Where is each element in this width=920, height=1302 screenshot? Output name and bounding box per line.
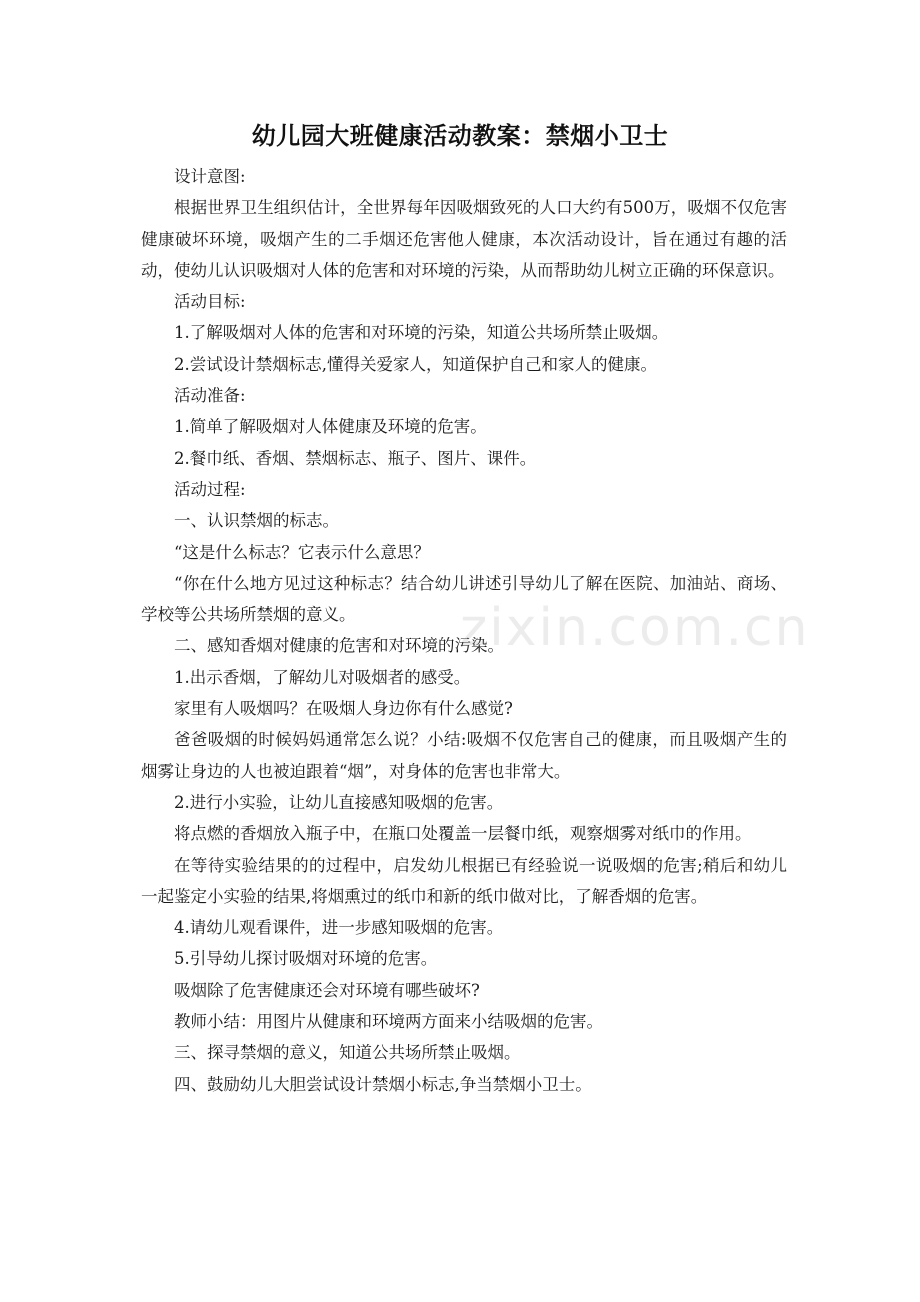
section-heading: 设计意图: <box>174 167 246 186</box>
section-heading: 活动过程: <box>174 479 246 499</box>
list-item: 2.尝试设计禁烟标志,懂得关爱家人，知道保护自己和家人的健康。 <box>174 354 657 374</box>
list-item: 2.餐巾纸、香烟、禁烟标志、瓶子、图片、课件。 <box>174 448 537 468</box>
paragraph: 教师小结：用图片从健康和环境两方面来小结吸烟的危害。 <box>174 1012 603 1032</box>
paragraph: 根据世界卫生组织估计，全世界每年因吸烟致死的人口大约有500万，吸烟不仅危害健康破坏环境，吸烟产生的二手烟还危害他人健康，本次活动设计，旨在通过有趣的活动，使幼儿认识吸烟对人体的危害和对环境的污染，从而帮助幼儿树立正确的环保意识。 <box>141 198 787 280</box>
section-heading: 活动准备: <box>174 386 246 406</box>
list-item: 1.出示香烟，了解幼儿对吸烟者的感受。 <box>174 667 471 687</box>
section-heading: 活动目标: <box>174 292 246 312</box>
step-heading: 一、认识禁烟的标志。 <box>174 511 339 531</box>
document-body <box>141 161 787 1100</box>
paragraph: 吸烟除了危害健康还会对环境有哪些破坏? <box>174 980 480 1000</box>
paragraph: 将点燃的香烟放入瓶子中，在瓶口处覆盖一层餐巾纸，观察烟雾对纸巾的作用。 <box>174 824 752 844</box>
step-heading: 四、鼓励幼儿大胆尝试设计禁烟小标志,争当禁烟小卫士。 <box>174 1074 592 1094</box>
list-item: 4.请幼儿观看课件，进一步感知吸烟的危害。 <box>174 918 504 938</box>
step-heading: 二、感知香烟对健康的危害和对环境的污染。 <box>174 636 504 656</box>
watermark: zixin.com.cn <box>460 598 810 658</box>
paragraph: “这是什么标志？它表示什么意思？ <box>174 542 430 562</box>
list-item: 2.进行小实验，让幼儿直接感知吸烟的危害。 <box>174 792 504 812</box>
paragraph: 家里有人吸烟吗？在吸烟人身边你有什么感觉? <box>174 699 513 719</box>
paragraph: 在等待实验结果的的过程中，启发幼儿根据已有经验说一说吸烟的危害;稍后和幼儿一起鉴定小实验的结果,将烟熏过的纸巾和新的纸巾做对比，了解香烟的危害。 <box>141 855 787 906</box>
paragraph: 爸爸吸烟的时候妈妈通常怎么说？小结:吸烟不仅危害自己的健康，而且吸烟产生的烟雾让身边的人也被迫跟着“烟”，对身体的危害也非常大。 <box>141 730 787 781</box>
list-item: 5.引导幼儿探讨吸烟对环境的危害。 <box>174 949 438 969</box>
step-heading: 三、探寻禁烟的意义，知道公共场所禁止吸烟。 <box>174 1043 521 1063</box>
paragraph: “你在什么地方见过这种标志？结合幼儿讲述引导幼儿了解在医院、加油站、商场、学校等公共场所禁烟的意义。 <box>141 573 787 625</box>
list-item: 1.了解吸烟对人体的危害和对环境的污染，知道公共场所禁止吸烟。 <box>174 323 669 343</box>
list-item: 1.简单了解吸烟对人体健康及环境的危害。 <box>174 417 487 437</box>
document-title: 幼儿园大班健康活动教案：禁烟小卫士 <box>251 122 669 150</box>
